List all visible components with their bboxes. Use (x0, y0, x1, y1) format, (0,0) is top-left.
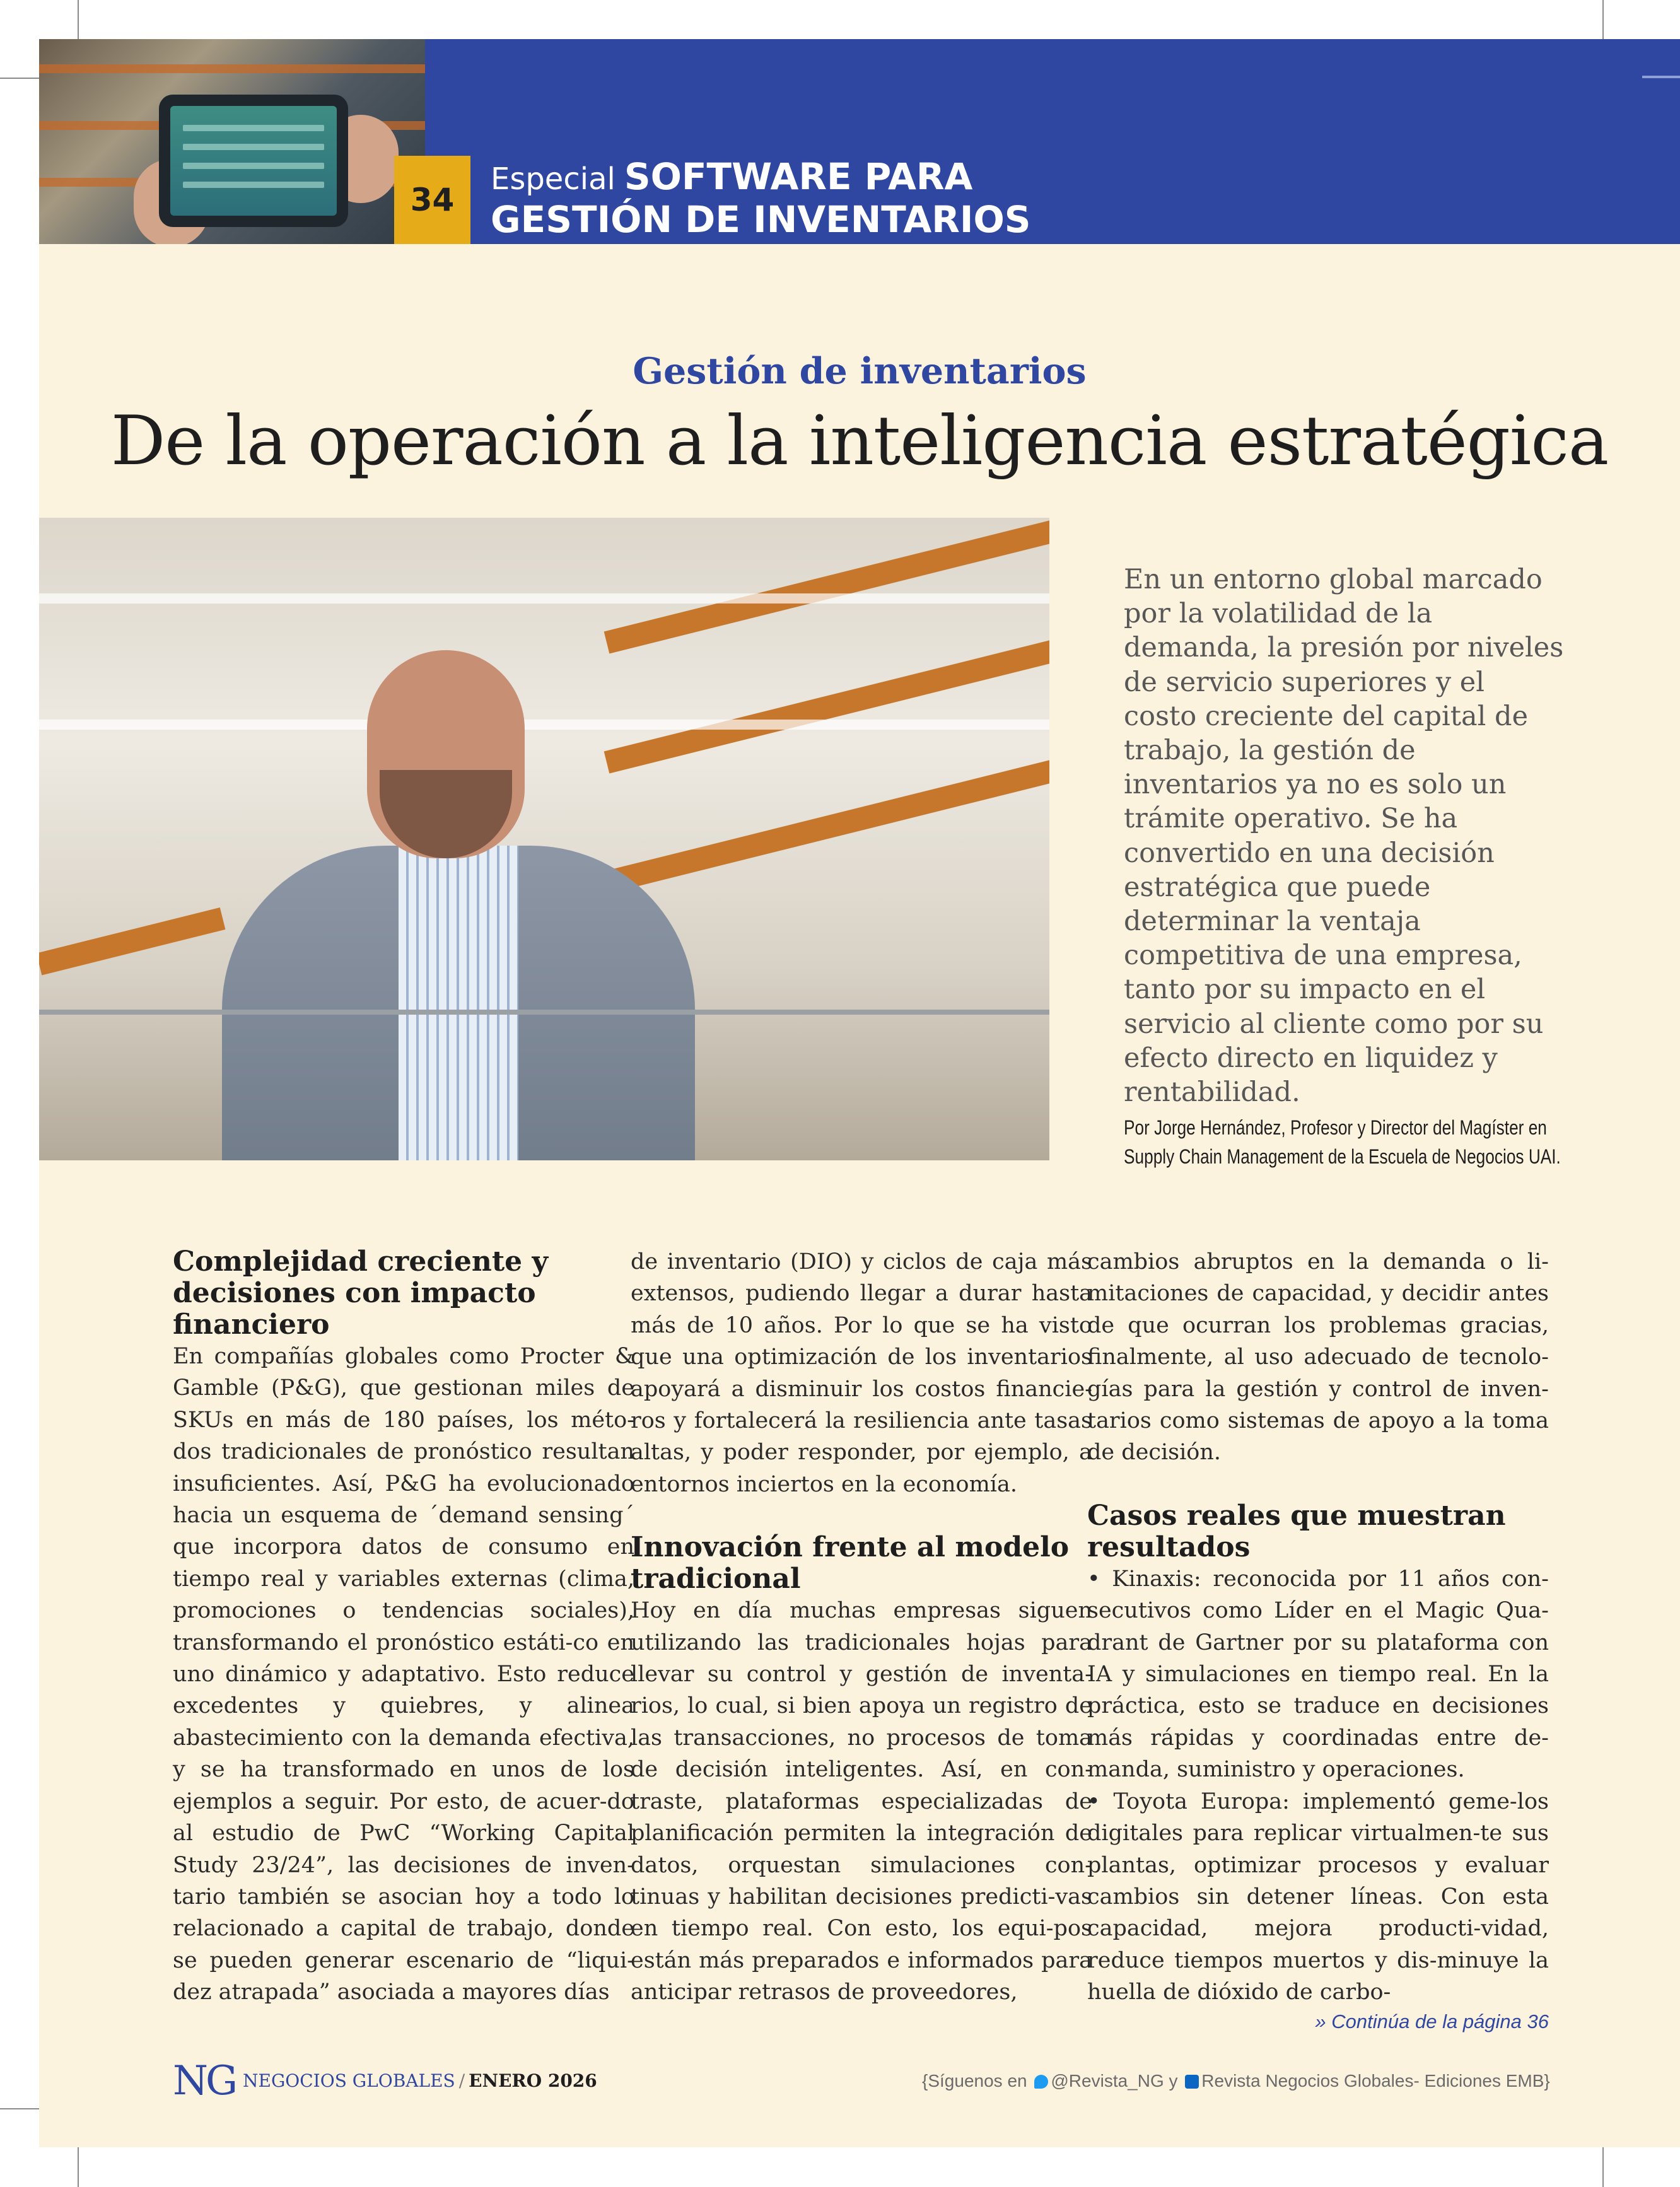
text-column-2 (631, 1246, 1092, 2009)
publication-name: NEGOCIOS GLOBALES (243, 2070, 455, 2091)
shelf-decor (39, 64, 425, 73)
section-kicker: Especial (491, 161, 615, 197)
crop-mark (0, 2108, 39, 2109)
article-overline: Gestión de inventarios (633, 350, 1087, 392)
twitter-icon (1034, 2075, 1048, 2089)
linkedin-icon (1185, 2075, 1199, 2089)
body-paragraph: En compañías globales como Procter & Gamble (P&G), que gestionan miles de SKUs en más de 180 países, los méto-dos tradicionales de pronóstico resultan insuficientes. Así, P&G ha evolucionado hacia un esquema de ´demand sensing´ que incorpora datos de consumo en tiempo real y variables externas (clima, promociones o tendencias sociales), transformando el pronóstico estáti-co en uno dinámico y adaptativo. Esto reduce excedentes y quiebres, y alinea abastecimiento con la demanda efectiva, y se ha transformado en unos de los ejemplos a seguir. Por esto, de acuer-do al estudio de PwC “Working Capital Study 23/24”, las decisiones de inven-tario también se asocian hoy a todo lo relacionado a capital de trabajo, donde se pueden generar escenario de “liqui-dez atrapada” asociada a mayores días (173, 1344, 634, 2005)
atrium-balcony-decor (604, 749, 1049, 893)
atrium-balcony-decor (39, 907, 225, 976)
railing-decor (39, 1010, 1049, 1015)
crop-mark (78, 0, 79, 39)
section-title-part1: SOFTWARE PARA (624, 155, 973, 198)
article-byline: Por Jorge Hernández, Profesor y Director del Magíster en Supply Chain Management de la Escuela de Negocios UAI. (1124, 1116, 1561, 1168)
atrium-balcony-decor (604, 518, 1049, 653)
article-intro: En un entorno global marcado por la volatilidad de la demanda, la presión por niveles de servicio superiores y el costo creciente del capital de trabajo, la gestión de inventarios ya no es solo un trámite operativo. Se ha convertido en una decisión estratégica que puede determinar la ventaja competitiva de una empresa, tanto por su impacto en el servicio al cliente como por su efecto directo en liquidez y rentabilidad. (1124, 564, 1564, 1109)
subheading-complejidad: Complejidad creciente y decisiones con impacto financiero (173, 1245, 549, 1341)
article-headline: De la operación a la inteligencia estratégica (110, 402, 1609, 481)
subheading-casos-reales: Casos reales que muestran resultados (1087, 1499, 1506, 1563)
section-title-line1 (491, 154, 972, 202)
subheading-innovacion: Innovación frente al modelo tradicional (631, 1531, 1070, 1595)
body-paragraph: • Kinaxis: reconocida por 11 años con-secutivos como Líder en el Magic Qua-drant de Gartner por su plataforma con IA y simulaciones en tiempo real. En la práctica, esto se traduce en decisiones más rápidas y coordinadas entre de-manda, suministro y operaciones. • Toyota Europa: implementó geme-los digitales para replicar virtualmen-te sus plantas, optimizar procesos y evaluar cambios sin detener líneas. Con esta capacidad, mejora producti-vidad, reduce tiempos muertos y dis-minuye la huella de dióxido de carbo- (1087, 1566, 1549, 2005)
footer-social (922, 2068, 1549, 2094)
social-prefix: {Síguenos en (922, 2071, 1027, 2091)
issue-date: ENERO 2026 (469, 2070, 597, 2091)
screen-row (183, 144, 324, 150)
body-paragraph: Hoy en día muchas empresas siguen utilizando las tradicionales hojas para llevar su control y gestión de inventa-rios, lo cual, si bien apoya un registro de las transacciones, no procesos de toma de decisión inteligentes. Así, en con-traste, plataformas especializadas de planificación permiten la integración de datos, orquestan simulaciones con-tinuas y habilitan decisiones predicti-vas en tiempo real. Con esto, los equi-pos están más preparados e informados para anticipar retrasos de proveedores, (631, 1598, 1092, 2005)
ng-logo: NG (173, 2058, 236, 2104)
author-portrait-photo (39, 518, 1049, 1160)
atrium-floor-decor (39, 720, 1049, 730)
person-shirt (399, 846, 518, 1160)
footer-publication (243, 2068, 597, 2094)
magazine-page (39, 39, 1680, 2147)
text-column-1 (173, 1246, 634, 2009)
screen-row (183, 182, 324, 188)
tablet-screen (170, 106, 337, 216)
atrium-balcony-decor (604, 629, 1049, 773)
crop-mark (1602, 2147, 1604, 2187)
atrium-floor-decor (39, 593, 1049, 604)
screen-row (183, 125, 324, 131)
crop-mark (78, 2147, 79, 2187)
text-column-3 (1087, 1246, 1549, 2009)
continue-link[interactable]: » Continúa de la página 36 (1315, 2010, 1549, 2032)
header-dash (1642, 76, 1680, 78)
screen-row (183, 163, 324, 169)
crop-mark (1602, 0, 1604, 39)
warehouse-tablet-photo (39, 39, 425, 244)
twitter-handle[interactable]: @Revista_NG y (1051, 2071, 1178, 2091)
body-paragraph: de inventario (DIO) y ciclos de caja más extensos, pudiendo llegar a durar hasta más de 10 años. Por lo que se ha visto que una optimización de los inventarios apoyará a disminuir los costos financie-ros y fortalecerá la resiliencia ante tasas altas, y poder responder, por ejemplo, a entornos inciertos en la economía. (631, 1249, 1092, 1497)
crop-mark (0, 78, 39, 79)
section-header-bar (39, 39, 1680, 244)
footer-separator: / (458, 2070, 465, 2091)
page-number: 34 (394, 156, 470, 244)
linkedin-page[interactable]: Revista Negocios Globales- Ediciones EMB} (1201, 2071, 1550, 2091)
tablet-illustration (159, 95, 348, 227)
body-paragraph: cambios abruptos en la demanda o li-mitaciones de capacidad, y decidir antes de que ocurran los problemas gracias, finalmente, al uso adecuado de tecnolo-gías para la gestión y control de inven-tarios como sistemas de apoyo a la toma de decisión. (1087, 1249, 1549, 1466)
section-title-line2: GESTIÓN DE INVENTARIOS (491, 198, 1031, 241)
